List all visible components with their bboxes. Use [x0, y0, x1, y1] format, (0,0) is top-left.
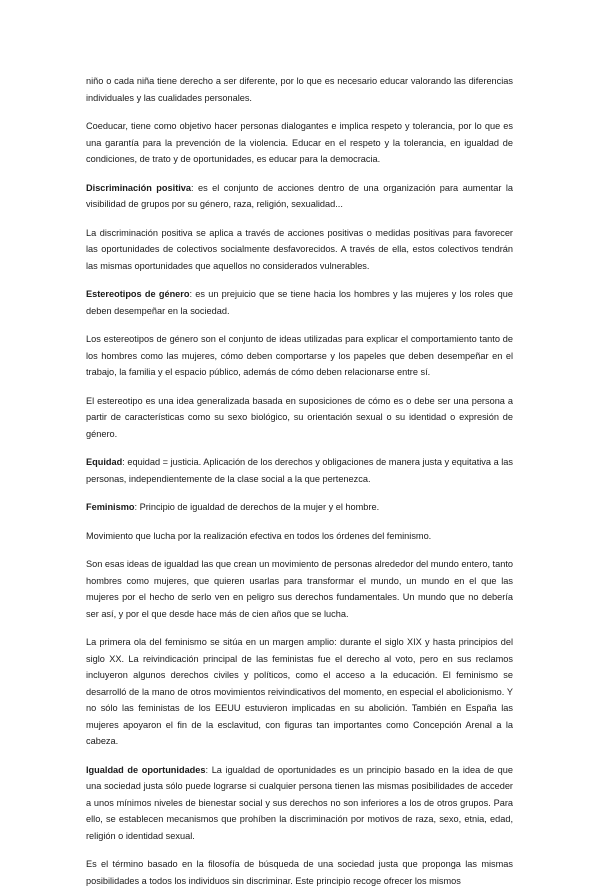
- paragraph-3: [86, 180, 513, 213]
- paragraph-3-text: : es el conjunto de acciones dentro de una organización para aumentar la visibilidad de grupos por su género, raza, religión, sexualidad...: [86, 182, 513, 209]
- paragraph-8: [86, 454, 513, 487]
- paragraph-14: [86, 856, 513, 889]
- paragraph-10-text: Movimiento que lucha por la realización efectiva en todos los órdenes del feminismo.: [86, 530, 432, 541]
- term-equidad: Equidad: [86, 457, 123, 467]
- paragraph-1: [86, 73, 513, 106]
- paragraph-11: [86, 556, 513, 622]
- paragraph-6: [86, 331, 513, 381]
- paragraph-9-text: : Principio de igualdad de derechos de la mujer y el hombre.: [134, 502, 380, 512]
- paragraph-10: [86, 528, 513, 545]
- paragraph-5-text: : es un prejuicio que se tiene hacia los hombres y las mujeres y los roles que deben desempeñar en la sociedad.: [86, 289, 513, 316]
- paragraph-12: [86, 634, 513, 750]
- paragraph-5: [86, 286, 513, 319]
- paragraph-13-text: : La igualdad de oportunidades es un principio basado en la idea de que una sociedad justa sólo puede lograrse si cualquier persona tienen las mismas posibilidades de acceder a unos mínimos niveles de bienestar social y sus derechos no son inferiores a los de otros grupos. Para ello, se establecen mecanismos que prohíben la discriminación por motivos de raza, sexo, etnia, edad, religión o identidad sexual.: [86, 764, 514, 841]
- term-estereotipos-de-genero: Estereotipos de género: [86, 289, 190, 299]
- paragraph-9: [86, 499, 513, 516]
- paragraph-1-text: niño o cada niña tiene derecho a ser diferente, por lo que es necesario educar valorando las diferencias individuales y las cualidades personales.: [86, 76, 513, 103]
- paragraph-4-text: La discriminación positiva se aplica a través de acciones positivas o medidas positivas para favorecer las oportunidades de colectivos socialmente desfavorecidos. A través de ella, estos colectivos tendrán las mismas oportunidades que aquellos no considerados vulnerables.: [86, 227, 513, 271]
- paragraph-14-text: Es el término basado en la filosofía de búsqueda de una sociedad justa que proponga las mismas posibilidades a todos los individuos sin discriminar. Este principio recoge ofrecer los mismos: [86, 859, 513, 886]
- paragraph-4: [86, 225, 513, 275]
- paragraph-2-text: Coeducar, tiene como objetivo hacer personas dialogantes e implica respeto y tolerancia, por lo que es una garantía para la prevención de la violencia. Educar en el respeto y la tolerancia, en igualdad de condiciones, de trato y de oportunidades, es educar para la democracia.: [86, 121, 513, 164]
- paragraph-12-text: La primera ola del feminismo se sitúa en un margen amplio: durante el siglo XIX y hasta principios del siglo XX. La reivindicación principal de las feministas fue el derecho al voto, pero en sus reclamos incluyeron algunos derechos civiles y políticos, como el acceso a la educación. El feminismo se desarrolló de la mano de otros movimientos reivindicativos del momento, en especial el abolicionismo. Y no sólo las feministas de los EEUU estuvieron implicadas en su abolición. También en España las mujeres apoyaron el fin de la esclavitud, con figuras tan importantes como Concepción Arenal a la cabeza.: [86, 637, 513, 746]
- paragraph-7: [86, 393, 513, 443]
- paragraph-6-text: Los estereotipos de género son el conjunto de ideas utilizadas para explicar el comportamiento tanto de los hombres como las mujeres, cómo deben comportarse y los papeles que deben desempeñar en el trabajo, la familia y el espacio público, además de cómo deben relacionarse entre sí.: [86, 334, 513, 377]
- term-feminismo: Feminismo: [86, 502, 135, 512]
- term-igualdad-de-oportunidades: Igualdad de oportunidades: [86, 764, 206, 775]
- paragraph-7-text: El estereotipo es una idea generalizada basada en suposiciones de cómo es o debe ser una persona a partir de características como su sexo biológico, su orientación sexual o su identidad o expresión de género.: [86, 395, 513, 439]
- paragraph-2: [86, 118, 513, 168]
- term-discriminacion-positiva: Discriminación positiva: [86, 182, 192, 193]
- paragraph-11-text: Son esas ideas de igualdad las que crean un movimiento de personas alrededor del mundo entero, tanto hombres como mujeres, que quieren usarlas para transformar el mundo, un mundo en el que las mujeres por el hecho de serlo ven en peligro sus derechos fundamentales. Un mundo que no debería ser así, y por el que desde hace más de cien años que se lucha.: [86, 559, 513, 619]
- paragraph-13: [86, 762, 513, 845]
- paragraph-8-text: : equidad = justicia. Aplicación de los derechos y obligaciones de manera justa y equitativa a las personas, independientemente de la clase social a la que pertenezca.: [86, 457, 513, 484]
